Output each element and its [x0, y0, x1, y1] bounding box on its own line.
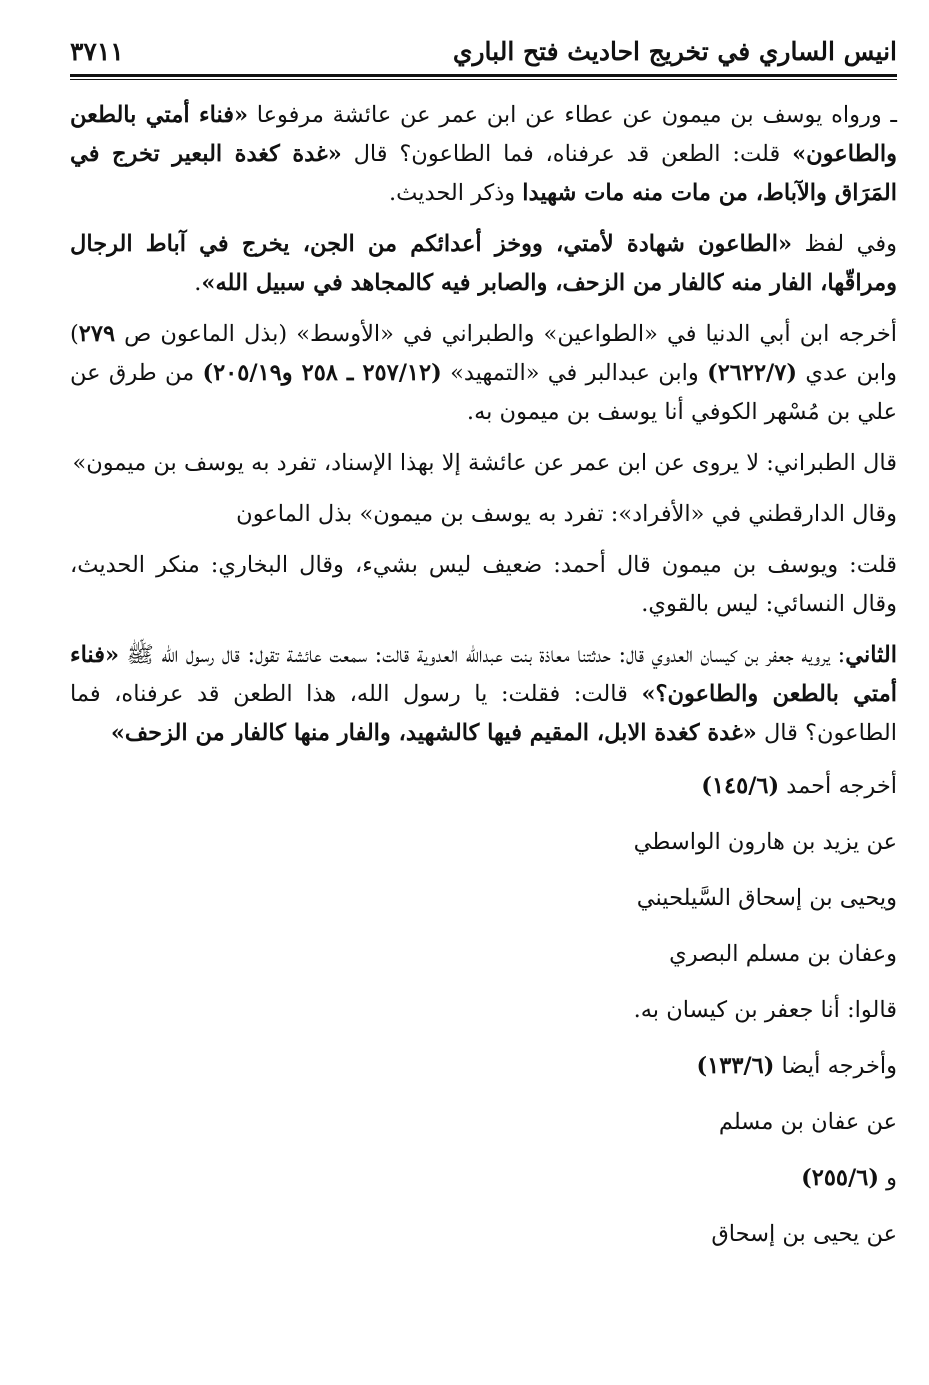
header-rule-thick — [70, 74, 897, 77]
list-item: وعفان بن مسلم البصري — [669, 941, 897, 967]
list-item: و (٢٥٥/٦) — [801, 1165, 897, 1191]
page-number: ٣٧١١ — [70, 37, 124, 66]
paragraph-6: قلت: ويوسف بن ميمون قال أحمد: ضعيف ليس بشيء، وقال البخاري: منكر الحديث، وقال النسائي: ليس بالقوي. — [70, 552, 897, 617]
paragraph-7: الثاني: يرويه جعفر بن كيسان العدوي قال: حدثتنا معاذة بنت عبدالله العدوية قالت: سمعت عائشة تقول: قال رسول الله ﷺ «فناء أمتي بالطعن والطاعون؟» قالت: فقلت: يا رسول الله، هذا الطعن قد عرفناه، فما الطاعون؟ قال «غدة كغدة الابل، المقيم فيها كالشهيد، والفار منها كالفار من الزحف» — [70, 642, 897, 746]
paragraph-5: وقال الدارقطني في «الأفراد»: تفرد به يوسف بن ميمون» بذل الماعون — [236, 501, 897, 527]
list-item: قالوا: أنا جعفر بن كيسان به. — [633, 997, 897, 1023]
list-item: عن عفان بن مسلم — [718, 1109, 897, 1135]
list-item: عن يزيد بن هارون الواسطي — [633, 829, 897, 855]
paragraph-3: أخرجه ابن أبي الدنيا في «الطواعين» والطبراني في «الأوسط» (بذل الماعون ص ٢٧٩) وابن عدي (٢٦٢٢/٧) وابن عبدالبر في «التمهيد» (٢٥٧/١٢ ـ ٢٥٨ و٢٠٥/١٩) من طرق عن علي بن مُسْهر الكوفي أنا يوسف بن ميمون به. — [70, 321, 897, 425]
list-item: أخرجه أحمد (١٤٥/٦) — [701, 773, 897, 799]
paragraph-1: ـ ورواه يوسف بن ميمون عن عطاء عن ابن عمر عن عائشة مرفوعا «فناء أمتي بالطعن والطاعون» قلت: الطعن قد عرفناه، فما الطاعون؟ قال «غدة كغدة البعير تخرج في المَرَاق والآباط، من مات منه مات شهيدا وذكر الحديث. — [70, 102, 898, 206]
takhrij-list — [70, 765, 897, 1255]
header-rule-thin — [70, 79, 897, 80]
list-item: عن يحيى بن إسحاق — [711, 1221, 897, 1247]
running-title: انيس الساري في تخريج احاديث فتح الباري — [452, 37, 897, 66]
list-item: وأخرجه أيضا (١٣٣/٦) — [696, 1053, 897, 1079]
paragraph-2: وفي لفظ «الطاعون شهادة لأمتي، ووخز أعدائكم من الجن، يخرج في آباط الرجال ومراقّها، الفار منه كالفار من الزحف، والصابر فيه كالمجاهد في سبيل الله». — [70, 231, 897, 296]
paragraph-4: قال الطبراني: لا يروى عن ابن عمر عن عائشة إلا بهذا الإسناد، تفرد به يوسف بن ميمون» — [72, 450, 897, 476]
running-header — [70, 34, 897, 74]
list-item: ويحيى بن إسحاق السَّيلحيني — [636, 885, 897, 911]
